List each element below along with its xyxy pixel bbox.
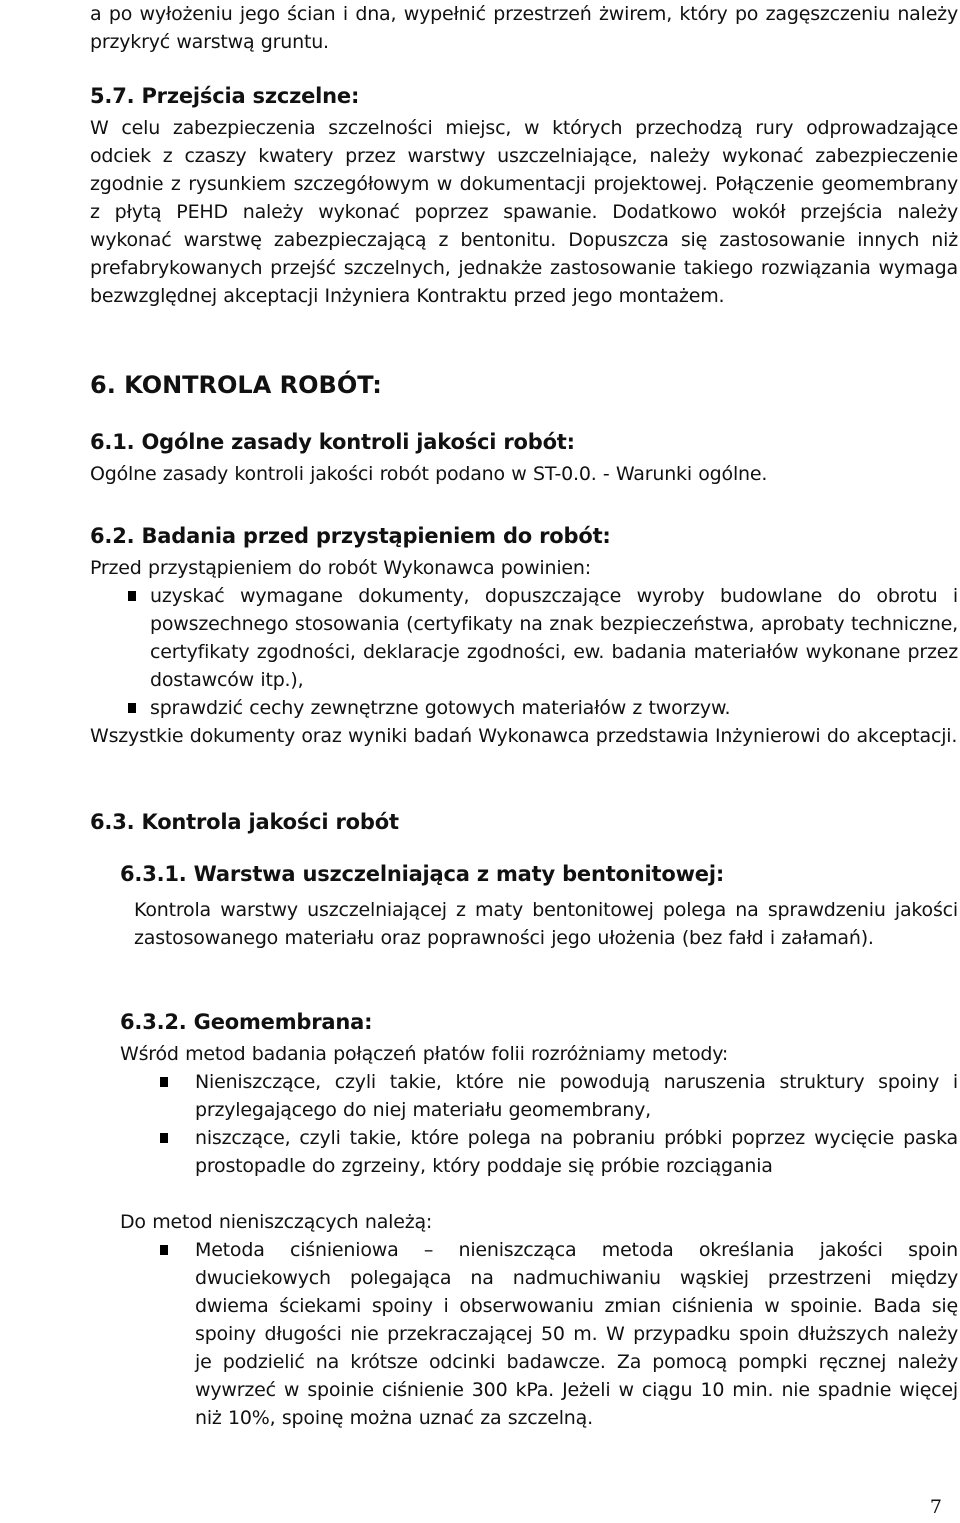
nondestructive-methods-intro: Do metod nieniszczących należą: — [120, 1211, 433, 1233]
section-5-7-paragraph: W celu zabezpieczenia szczelności miejsc, w których przechodzą rury odprowadzające odciek z czaszy kwatery przez warstwy uszczelniające, należy wykonać zabezpieczenie zgodnie z rysunkiem szczegółowym w dokumentacji projektowej. Połączenie geomembrany z płytą PEHD należy wykonać poprzez spawanie. Dodatkowo wokół przejścia należy wykonać warstwę zabezpieczającą z bentonitu. Dopuszcza się zastosowanie innych niż prefabrykowanych przejść szczelnych, jednakże zastosowanie takiego rozwiązania wymaga bezwzględnej akceptacji Inżyniera Kontraktu przed jego montażem. — [90, 117, 958, 307]
list-item-text: niszczące, czyli takie, które polega na pobraniu próbki poprzez wycięcie paska prostopadle do zgrzeiny, który poddaje się próbie rozciągania — [195, 1127, 958, 1177]
section-6-1 — [90, 428, 958, 488]
section-6-2-intro: Przed przystąpieniem do robót Wykonawca powinien: — [90, 557, 591, 579]
square-bullet-icon — [128, 591, 136, 601]
square-bullet-icon — [160, 1077, 168, 1087]
section-6-1-heading: 6.1. Ogólne zasady kontroli jakości robót: — [90, 430, 575, 454]
list-item — [90, 694, 958, 722]
list-item — [120, 1068, 958, 1124]
list-item — [120, 1236, 958, 1432]
intro-paragraph-block — [90, 0, 958, 56]
section-6-1-paragraph: Ogólne zasady kontroli jakości robót podano w ST-0.0. - Warunki ogólne. — [90, 463, 768, 485]
section-6-3-2-heading: 6.3.2. Geomembrana: — [120, 1010, 373, 1034]
section-6-2-outro: Wszystkie dokumenty oraz wyniki badań Wykonawca przedstawia Inżynierowi do akceptacji. — [90, 725, 958, 747]
section-6-2-heading: 6.2. Badania przed przystąpieniem do robót: — [90, 524, 611, 548]
list-item — [90, 582, 958, 694]
section-6-3-1-paragraph: Kontrola warstwy uszczelniającej z maty bentonitowej polega na sprawdzeniu jakości zastosowanego materiału oraz poprawności jego ułożenia (bez fałd i załamań). — [134, 899, 958, 949]
section-6-3 — [90, 808, 958, 836]
page-number: 7 — [929, 1496, 942, 1518]
list-item-text: Nieniszczące, czyli takie, które nie powodują naruszenia struktury spoiny i przylegającego do niej materiału geomembrany, — [195, 1071, 958, 1121]
list-item-text: sprawdzić cechy zewnętrzne gotowych materiałów z tworzyw. — [150, 697, 731, 719]
list-item — [120, 1124, 958, 1180]
square-bullet-icon — [160, 1245, 168, 1255]
section-6 — [90, 370, 958, 400]
section-6-3-2-intro: Wśród metod badania połączeń płatów folii rozróżniamy metody: — [120, 1043, 729, 1065]
square-bullet-icon — [160, 1133, 168, 1143]
section-5-7 — [90, 82, 958, 310]
section-6-3-heading: 6.3. Kontrola jakości robót — [90, 810, 399, 834]
intro-paragraph: a po wyłożeniu jego ścian i dna, wypełnić przestrzeń żwirem, który po zagęszczeniu należy przykryć warstwą gruntu. — [90, 3, 958, 53]
square-bullet-icon — [128, 703, 136, 713]
section-6-2 — [90, 522, 958, 750]
section-5-7-heading: 5.7. Przejścia szczelne: — [90, 84, 360, 108]
section-6-3-2 — [120, 1008, 958, 1432]
list-item-text: uzyskać wymagane dokumenty, dopuszczające wyroby budowlane do obrotu i powszechnego stosowania (certyfikaty na znak bezpieczeństwa, aprobaty techniczne, certyfikaty zgodności, deklaracje zgodności, ew. badania materiałów wykonane przez dostawców itp.), — [150, 585, 958, 691]
section-6-3-1-heading: 6.3.1. Warstwa uszczelniająca z maty bentonitowej: — [120, 862, 725, 886]
list-item-text: Metoda ciśnieniowa – nieniszcząca metoda określania jakości spoin dwuciekowych polegająca na nadmuchiwaniu wąskiej przestrzeni między dwiema ściekami spoiny i obserwowaniu zmian ciśnienia w spoinie. Bada się spoiny długości nie przekraczającej 50 m. W przypadku spoin dłuższych należy je podzielić na krótsze odcinki badawcze. Za pomocą pompki ręcznej należy wywrzeć w spoinie ciśnienie 300 kPa. Jeżeli w ciągu 10 min. nie spadnie więcej niż 10%, spoinę można uznać za szczelną. — [195, 1239, 958, 1429]
section-6-heading: 6. KONTROLA ROBÓT: — [90, 371, 382, 399]
section-6-3-1 — [120, 860, 958, 952]
